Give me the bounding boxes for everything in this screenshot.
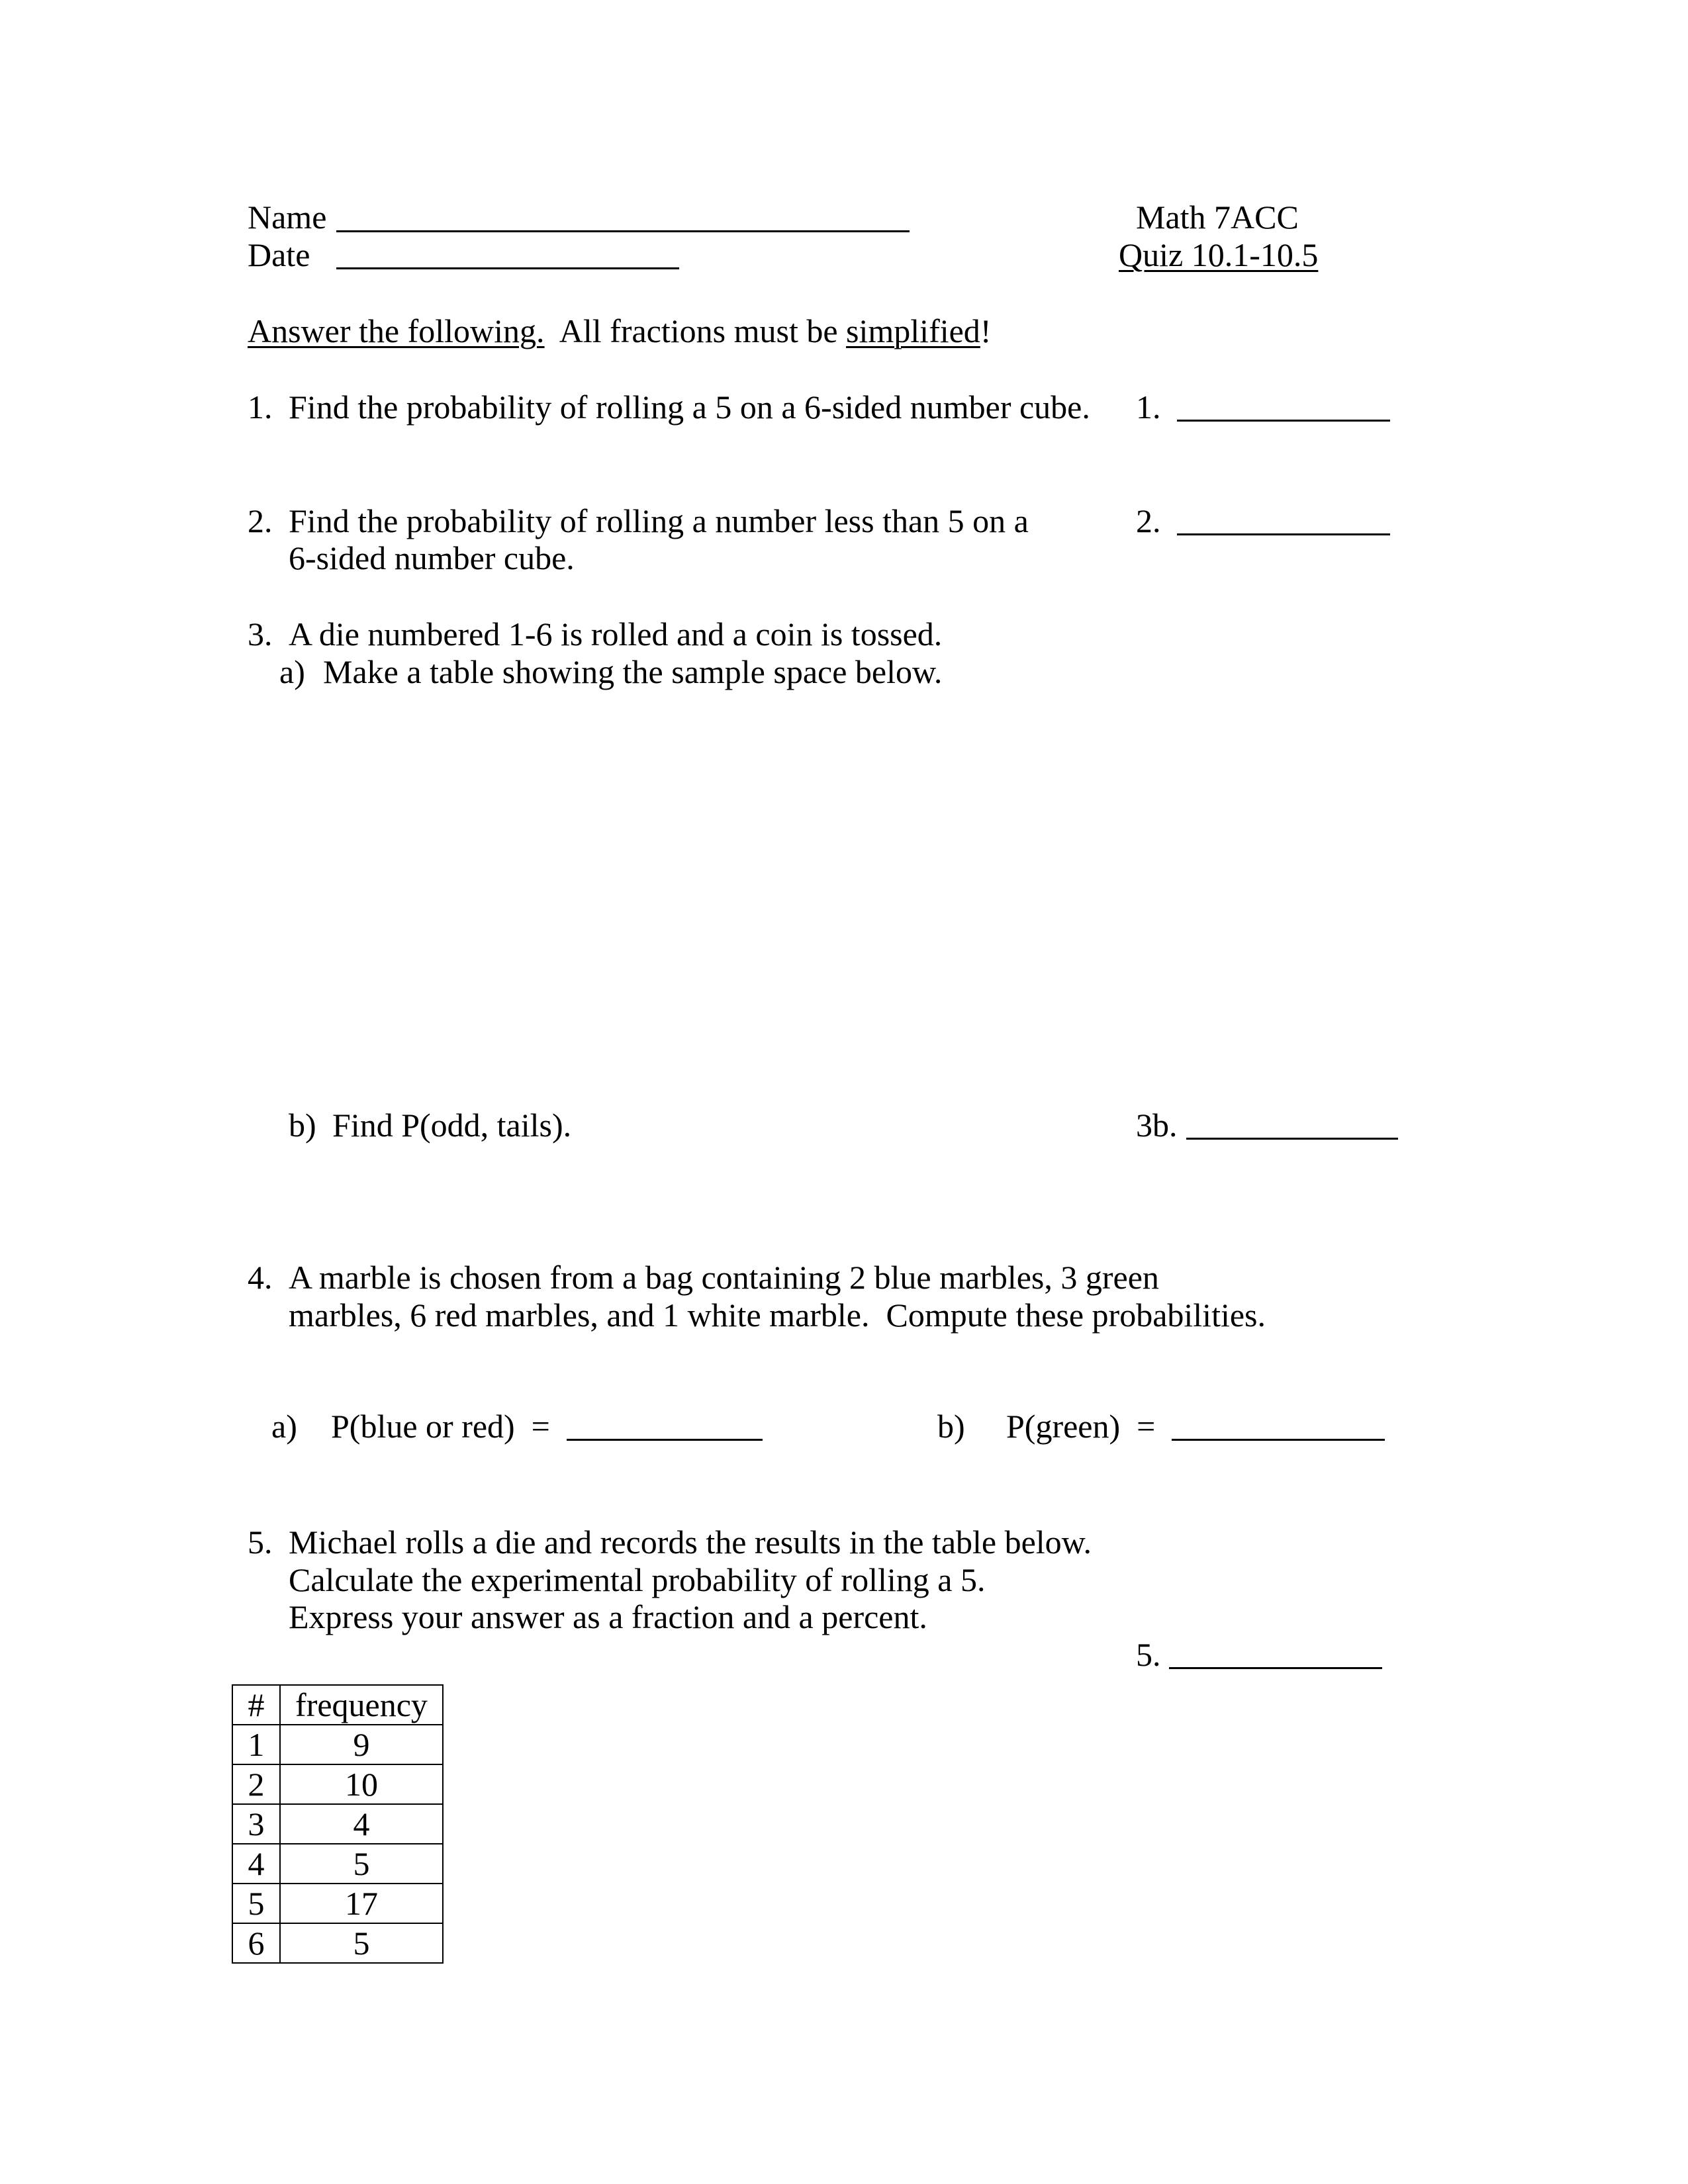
q4b-label: b) xyxy=(937,1408,965,1445)
table-cell-number: 5 xyxy=(232,1884,280,1923)
q1-answer-label: 1. xyxy=(1136,388,1161,426)
table-header-row xyxy=(232,1685,443,1725)
table-cell-frequency: 10 xyxy=(280,1764,443,1804)
q3-text: A die numbered 1-6 is rolled and a coin is tossed. xyxy=(289,615,943,653)
table-cell-frequency: 5 xyxy=(280,1923,443,1963)
table-row xyxy=(232,1725,443,1764)
q5-text-line1: Michael rolls a die and records the results in the table below. xyxy=(289,1524,1092,1561)
instructions-part1: Answer the following. xyxy=(248,312,545,349)
q4b-text: P(green) = xyxy=(1006,1408,1156,1445)
table-row xyxy=(232,1923,443,1963)
q2-number: 2. xyxy=(248,502,273,539)
q5-number: 5. xyxy=(248,1524,273,1561)
q3b-text: Find P(odd, tails). xyxy=(332,1107,572,1144)
q3a-text: Make a table showing the sample space below. xyxy=(323,653,943,690)
instructions-part3: simplified xyxy=(846,312,980,349)
q4-text-line2: marbles, 6 red marbles, and 1 white marble. Compute these probabilities. xyxy=(289,1297,1266,1334)
q5-text-line3: Express your answer as a fraction and a percent. xyxy=(289,1598,927,1635)
table-cell-number: 4 xyxy=(232,1844,280,1884)
q3b-label: b) xyxy=(289,1107,316,1144)
q3-number: 3. xyxy=(248,615,273,653)
table-cell-frequency: 17 xyxy=(280,1884,443,1923)
q2-text-line2: 6-sided number cube. xyxy=(289,539,575,576)
name-label: Name xyxy=(248,199,327,236)
name-blank[interactable] xyxy=(336,230,910,232)
table-header-number: # xyxy=(232,1685,280,1725)
frequency-table xyxy=(232,1684,444,1964)
q1-number: 1. xyxy=(248,388,273,426)
q3b-answer-label: 3b. xyxy=(1136,1107,1178,1144)
q1-answer-blank[interactable] xyxy=(1177,420,1390,422)
table-row xyxy=(232,1844,443,1884)
table-cell-number: 6 xyxy=(232,1923,280,1963)
quiz-title: Quiz 10.1-10.5 xyxy=(1119,236,1319,273)
table-row xyxy=(232,1804,443,1844)
table-cell-number: 3 xyxy=(232,1804,280,1844)
instructions xyxy=(248,314,991,347)
instructions-part2: All fractions must be xyxy=(544,312,847,349)
q2-text-line1: Find the probability of rolling a number less than 5 on a xyxy=(289,502,1029,539)
q2-answer-blank[interactable] xyxy=(1177,533,1390,535)
q2-answer-label: 2. xyxy=(1136,502,1161,539)
table-cell-number: 1 xyxy=(232,1725,280,1764)
q4b-answer-blank[interactable] xyxy=(1172,1439,1385,1441)
q4-text-line1: A marble is chosen from a bag containing 2 blue marbles, 3 green xyxy=(289,1259,1159,1296)
date-label: Date xyxy=(248,236,310,273)
q4-number: 4. xyxy=(248,1259,273,1296)
q3a-label: a) xyxy=(279,653,305,690)
table-row xyxy=(232,1884,443,1923)
q3b-answer-blank[interactable] xyxy=(1186,1138,1398,1140)
table-cell-frequency: 4 xyxy=(280,1804,443,1844)
table-header-frequency: frequency xyxy=(280,1685,443,1725)
q4a-label: a) xyxy=(271,1408,297,1445)
instructions-part4: ! xyxy=(980,312,992,349)
q5-answer-blank[interactable] xyxy=(1169,1667,1382,1669)
table-cell-frequency: 9 xyxy=(280,1725,443,1764)
q4a-text: P(blue or red) = xyxy=(331,1408,550,1445)
date-blank[interactable] xyxy=(336,267,679,269)
table-cell-number: 2 xyxy=(232,1764,280,1804)
table-cell-frequency: 5 xyxy=(280,1844,443,1884)
table-row xyxy=(232,1764,443,1804)
q1-text: Find the probability of rolling a 5 on a 6-sided number cube. xyxy=(289,388,1090,426)
q5-answer-label: 5. xyxy=(1136,1636,1161,1673)
course-title: Math 7ACC xyxy=(1136,199,1299,236)
q4a-answer-blank[interactable] xyxy=(567,1439,763,1441)
q5-text-line2: Calculate the experimental probability of rolling a 5. xyxy=(289,1561,986,1598)
